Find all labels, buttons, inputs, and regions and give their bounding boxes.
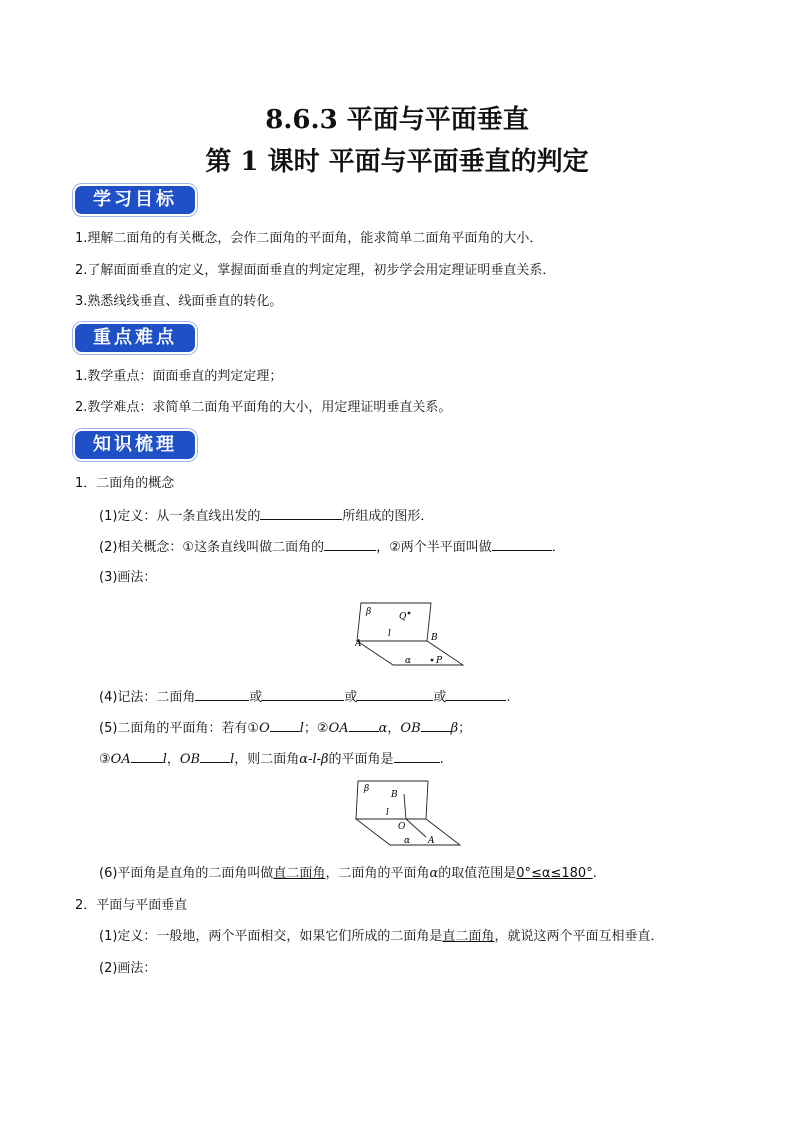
end-text: 的平面角是 xyxy=(328,752,394,767)
right-text-b: ，二面角的平面角 xyxy=(325,866,430,881)
rel-text-c: ． xyxy=(551,540,565,555)
label-l: l xyxy=(386,808,389,818)
notation-or-3: 或 xyxy=(433,690,447,705)
blank-field xyxy=(324,538,376,551)
knowledge-badge: 知识梳理 xyxy=(75,431,195,459)
definition-line xyxy=(99,507,433,525)
def2-text-b: ，就说这两个平面互相垂直． xyxy=(494,929,664,944)
dihedral-angle-figure xyxy=(355,599,467,671)
point-P xyxy=(431,659,434,662)
label-beta: β xyxy=(366,607,372,617)
plane-angle-text: (5)二面角的平面角：若有① xyxy=(99,721,260,736)
label-O: O xyxy=(398,822,406,832)
label-Q: Q xyxy=(399,612,407,622)
term-right-dihedral: 直二面角 xyxy=(273,866,326,881)
var-l: l xyxy=(162,752,167,767)
mid-text: ，则二面角 xyxy=(234,752,300,767)
blank-field xyxy=(131,750,163,763)
right-text-c: 的取值范围是 xyxy=(438,866,517,881)
label-B: B xyxy=(431,633,438,643)
var-OA: OA xyxy=(328,721,349,736)
rel-text-b: ，②两个半平面叫做 xyxy=(376,540,492,555)
blank-field xyxy=(349,719,379,732)
blank-field xyxy=(262,688,344,701)
objective-2: 2.了解面面垂直的定义，掌握面面垂直的判定定理，初步学会用定理证明垂直关系． xyxy=(75,263,556,278)
blank-field xyxy=(195,688,249,701)
var-O: O xyxy=(259,721,270,736)
segment-OA xyxy=(406,819,426,837)
blank-field xyxy=(446,688,506,701)
key-point-2: 2.教学难点：求简单二面角平面角的大小，用定理证明垂直关系。 xyxy=(75,400,452,415)
label-A: A xyxy=(355,639,362,649)
label-A: A xyxy=(428,836,435,846)
right-dihedral-line xyxy=(99,866,597,882)
notation-or-2: 或 xyxy=(344,690,358,705)
related-concepts-line xyxy=(99,538,565,556)
def-text-b: 所组成的图形． xyxy=(342,509,434,524)
var-OB: OB xyxy=(400,721,421,736)
label-alpha: α xyxy=(405,656,412,666)
var-alpha: α xyxy=(429,866,439,881)
notation-line xyxy=(99,688,511,706)
comma: ， xyxy=(387,721,401,736)
notation-or-1: 或 xyxy=(249,690,263,705)
perpendicular-definition xyxy=(99,929,663,945)
blank-field xyxy=(200,750,230,763)
var-beta: β xyxy=(450,721,459,736)
rel-text-a: (2)相关概念：①这条直线叫做二面角的 xyxy=(99,540,325,555)
objective-3: 3.熟悉线线垂直、线面垂直的转化。 xyxy=(75,294,283,309)
end: ； xyxy=(458,721,472,736)
notation-end: . xyxy=(506,690,511,705)
notation-text: (4)记法：二面角 xyxy=(99,690,196,705)
right-text-a: (6)平面角是直角的二面角叫做 xyxy=(99,866,274,881)
plane-angle-figure xyxy=(354,777,464,849)
sep-1: ；② xyxy=(303,721,329,736)
label-beta: β xyxy=(364,784,370,794)
section1-heading: 1．二面角的概念 xyxy=(75,476,175,491)
objective-1: 1.理解二面角的有关概念，会作二面角的平面角，能求简单二面角平面角的大小． xyxy=(75,231,543,246)
drawing-label: (3)画法： xyxy=(99,570,157,585)
label-B: B xyxy=(391,790,398,800)
blank-field xyxy=(394,750,440,763)
page-title: 8.6.3 平面与平面垂直 xyxy=(265,105,529,135)
def2-text-a: (1)定义：一般地，两个平面相交，如果它们所成的二面角是 xyxy=(99,929,443,944)
key-points-badge: 重点难点 xyxy=(75,324,195,352)
blank-field xyxy=(421,719,451,732)
circle-3: ③ xyxy=(99,752,111,767)
var-alpha: α xyxy=(378,721,388,736)
range-value: 0°≤α≤180° xyxy=(516,866,593,881)
label-P: P xyxy=(436,656,443,666)
segment-OB xyxy=(404,794,406,819)
blank-field xyxy=(492,538,552,551)
point-Q xyxy=(408,612,411,615)
def-text-a: (1)定义：从一条直线出发的 xyxy=(99,509,261,524)
var-OA: OA xyxy=(110,752,131,767)
label-alpha: α xyxy=(404,836,411,846)
key-point-1: 1.教学重点：面面垂直的判定定理； xyxy=(75,369,283,384)
var-l: l xyxy=(230,752,235,767)
drawing-label-2: (2)画法： xyxy=(99,961,157,976)
period: . xyxy=(439,752,444,767)
var-OB: OB xyxy=(179,752,201,767)
comma: ， xyxy=(166,752,180,767)
label-l: l xyxy=(388,629,391,639)
blank-field xyxy=(357,688,433,701)
var-l: l xyxy=(299,721,304,736)
section2-heading: 2．平面与平面垂直 xyxy=(75,898,188,913)
plane-angle-line xyxy=(99,719,471,737)
angle-name: α-l-β xyxy=(299,752,329,767)
plane-angle-line-3 xyxy=(99,750,444,768)
page-subtitle: 第 1 课时 平面与平面垂直的判定 xyxy=(205,147,589,177)
blank-field xyxy=(270,719,300,732)
objectives-badge: 学习目标 xyxy=(75,186,195,214)
blank-field xyxy=(260,507,342,520)
term-right-dihedral: 直二面角 xyxy=(442,929,495,944)
right-end: . xyxy=(592,866,597,881)
